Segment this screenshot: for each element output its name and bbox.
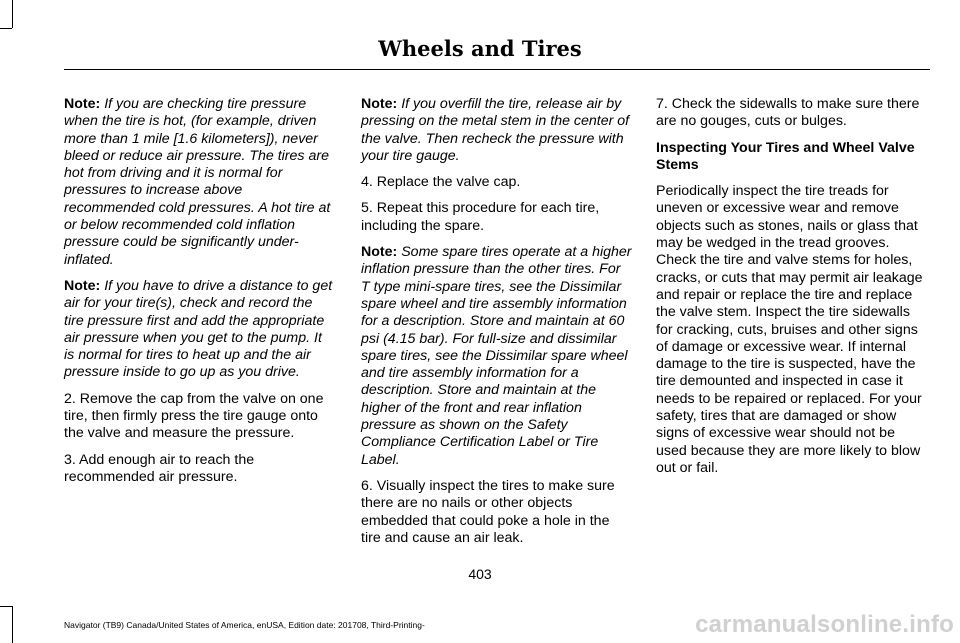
step-4: 4. Replace the valve cap. — [361, 174, 521, 191]
crop-mark-top-left-vertical — [12, 0, 13, 28]
page-number: 403 — [468, 566, 492, 582]
note-paragraph — [64, 278, 336, 382]
note-text: If you have to drive a distance to get air for your tire(s), check and record the tire pressure first and add the appropriate air pressure when you get to the pump. It is normal for tires to heat up and the air pressure inside to go up as you drive. — [64, 277, 333, 381]
note-paragraph — [361, 96, 633, 165]
note-text: If you overfill the tire, release air by pressing on the metal stem in the center of the valve. Then recheck the pressure with your tire gauge. — [361, 96, 630, 164]
note-text: Some spare tires operate at a higher inflation pressure than the other tires. For T type mini-spare tires, see the Dissimilar spare wheel and tire assembly information for a description. Store and maintain at 60 psi (4.15 bar). For full-size and dissimilar spare tires, see the Dissimilar spare wheel and tire assembly information for a description. Store and maintain at the higher of the front and rear inflation pressure as shown on the Safety Compliance Certification Label or Tire Label. — [361, 244, 632, 468]
column-middle — [361, 96, 633, 556]
step-3: 3. Add enough air to reach the recommended air pressure. — [64, 451, 255, 485]
inspection-paragraph: Periodically inspect the tire treads for uneven or excessive wear and remove objects such as stones, nails or glass that may be wedged in the tread grooves. Check the tire and valve stems for holes, cracks, or cuts that may permit air leakage and repair or replace the tire and replace the valve stem. Inspect the tire sidewalls for cracking, cuts, bruises and other signs of damage or excessive wear. If internal damage to the tire is suspected, have the tire demounted and inspected in case it needs to be repaired or replaced. For your safety, tires that are damaged or show signs of excessive wear should not be used because they are more likely to blow out or fail. — [656, 183, 923, 476]
column-left — [64, 96, 336, 495]
step-7: 7. Check the sidewalls to make sure there are no gouges, cuts or bulges. — [656, 96, 920, 130]
watermark: carmanualsonline.info — [695, 611, 954, 638]
crop-mark-bottom-left-horizontal — [0, 606, 12, 607]
note-label: Note: — [361, 96, 398, 112]
note-label: Note: — [64, 96, 101, 112]
column-right — [656, 96, 928, 486]
step-6: 6. Visually inspect the tires to make sure there are no nails or other objects embedded that could poke a hole in the tire and cause an air leak. — [361, 477, 615, 546]
header-divider — [64, 69, 930, 70]
crop-mark-top-left-horizontal — [0, 28, 12, 29]
step-5: 5. Repeat this procedure for each tire, including the spare. — [361, 200, 600, 234]
note-label: Note: — [64, 277, 101, 294]
page-title: Wheels and Tires — [378, 36, 582, 61]
note-text: If you are checking tire pressure when the tire is hot, (for example, driven more than 1 mile [1.6 kilometers]), never bleed or reduce air pressure. The tires are hot from driving and it is normal for pressures to increase above recommended cold pressures. A hot tire at or below recommended cold inflation pressure could be significantly under-inflated. — [64, 96, 331, 268]
step-2: 2. Remove the cap from the valve on one tire, then firmly press the tire gauge onto the valve and measure the pressure. — [64, 390, 324, 442]
note-paragraph — [361, 244, 633, 469]
note-paragraph — [64, 96, 336, 269]
footer-edition-info: Navigator (TB9) Canada/United States of America, enUSA, Edition date: 201708, Third-Printing- — [64, 620, 425, 630]
crop-mark-bottom-left-vertical — [12, 606, 13, 643]
section-subheading: Inspecting Your Tires and Wheel Valve Stems — [656, 139, 915, 173]
note-label: Note: — [361, 244, 398, 261]
